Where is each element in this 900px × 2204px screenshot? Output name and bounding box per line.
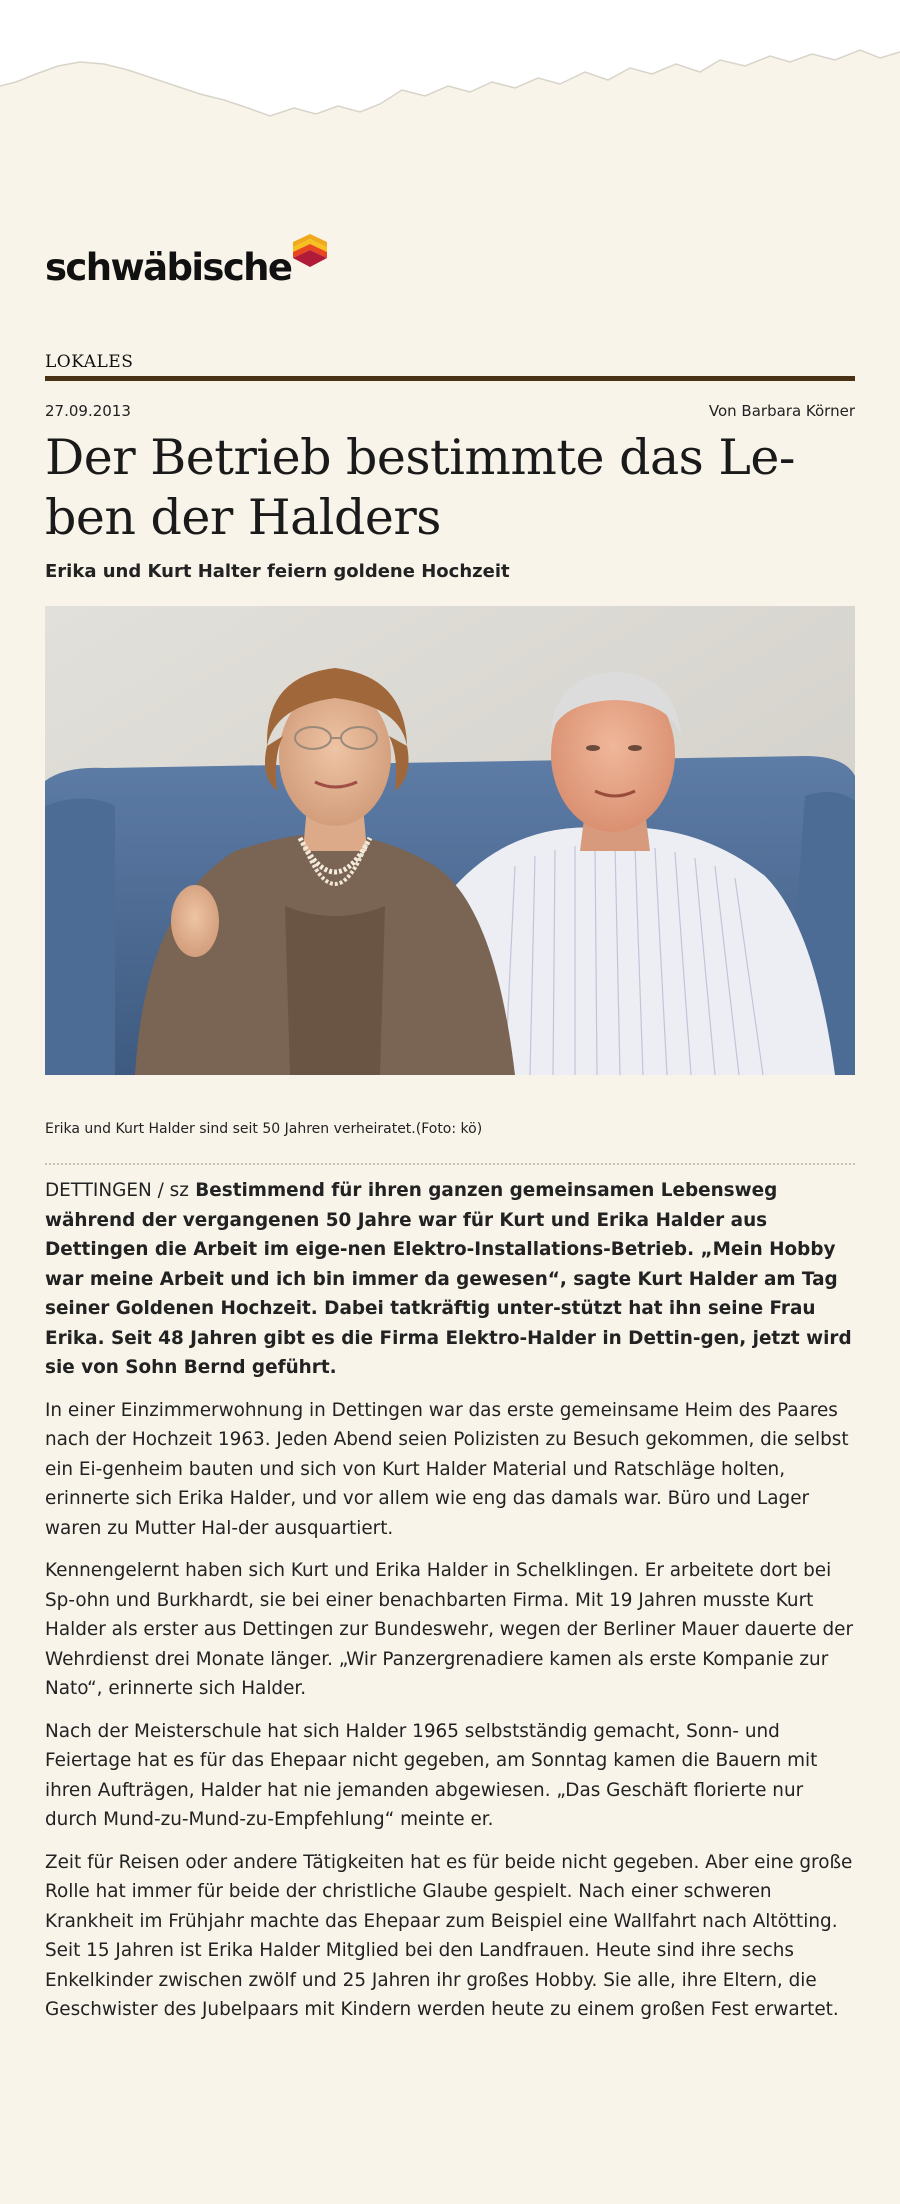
body-paragraph: Zeit für Reisen oder andere Tätigkeiten hat es für beide nicht gegeben. Aber eine große Rolle hat immer für beide der christliche Glaube gespielt. Nach einer schweren Krankheit im Frühjahr machte das Ehepaar zum Beispiel eine Wallfahrt nach Altötting. Seit 15 Jahren ist Erika Halder Mitglied bei den Landfrauen. Heute sind ihre sechs Enkelkinder zwischen zwölf und 25 Jahren ihr großes Hobby. Sie alle, ihre Eltern, die Geschwister des Jubelpaars mit Kindern werden heute zu einem großen Fest erwartet. [45,1851,853,2020]
body-paragraph: In einer Einzimmerwohnung in Dettingen war das erste gemeinsame Heim des Paares nach der Hochzeit 1963. Jeden Abend seien Polizisten zu Besuch gekommen, die selbst ein Ei-genheim bauten und sich von Kurt Halder Material und Ratschläge holten, erinnerte sich Erika Halder, und vor allem wie eng das damals war. Büro und Lager waren zu Mutter Hal-der ausquartiert. [45,1399,849,1539]
section-label[interactable]: LOKALES [45,352,134,372]
brand-mark-icon [293,234,327,268]
article-subheadline: Erika und Kurt Halter feiern goldene Hochzeit [45,561,510,582]
body-paragraph: Nach der Meisterschule hat sich Halder 1965 selbstständig gemacht, Sonn- und Feiertage hat es für das Ehepaar nicht gegeben, am Sonntag kamen die Bauern mit ihren Aufträgen, Halder hat nie jemanden abgewiesen. „Das Geschäft florierte nur durch Mund-zu-Mund-zu-Empfehlung“ meinte er. [45,1720,818,1830]
article-photo[interactable] [45,606,855,1075]
author-byline: Von Barbara Körner [708,402,855,420]
publish-date: 27.09.2013 [45,402,131,420]
photo-caption: Erika und Kurt Halder sind seit 50 Jahren verheiratet.(Foto: kö) [45,1121,483,1137]
dotted-divider [45,1163,855,1165]
torn-paper-edge [0,0,900,130]
lead-paragraph [45,1176,855,1383]
article-headline: Der Betrieb bestimmte das Le-ben der Halders [45,429,795,546]
lead-text: Bestimmend für ihren ganzen gemeinsamen Lebensweg während der vergangenen 50 Jahre war für Kurt und Erika Halder aus Dettingen die Arbeit im eige-nen Elektro-Installations-Betrieb. „Mein Hobby war meine Arbeit und ich bin immer da gewesen“, sagte Kurt Halder am Tag seiner Goldenen Hochzeit. Dabei tatkräftig unter-stützt hat ihn seine Frau Erika. Seit 48 Jahren gibt es die Firma Elektro-Halder in Dettin-gen, jetzt wird sie von Sohn Bernd geführt. [45,1180,852,1378]
body-paragraph: Kennengelernt haben sich Kurt und Erika Halder in Schelklingen. Er arbeitete dort bei Sp-ohn und Burkhardt, sie bei einer benachbarten Firma. Mit 19 Jahren musste Kurt Halder als erster aus Dettingen zur Bundeswehr, wegen der Berliner Mauer dauerte der Wehrdienst drei Monate länger. „Wir Panzergrenadiere kamen als erste Kompanie zur Nato“, erinnerte sich Halder. [45,1560,854,1699]
brand-logo[interactable] [45,234,327,289]
article-body [45,1176,855,2038]
brand-wordmark: schwäbische [45,246,292,289]
section-rule [45,376,855,381]
dateline: DETTINGEN / sz [45,1180,189,1201]
